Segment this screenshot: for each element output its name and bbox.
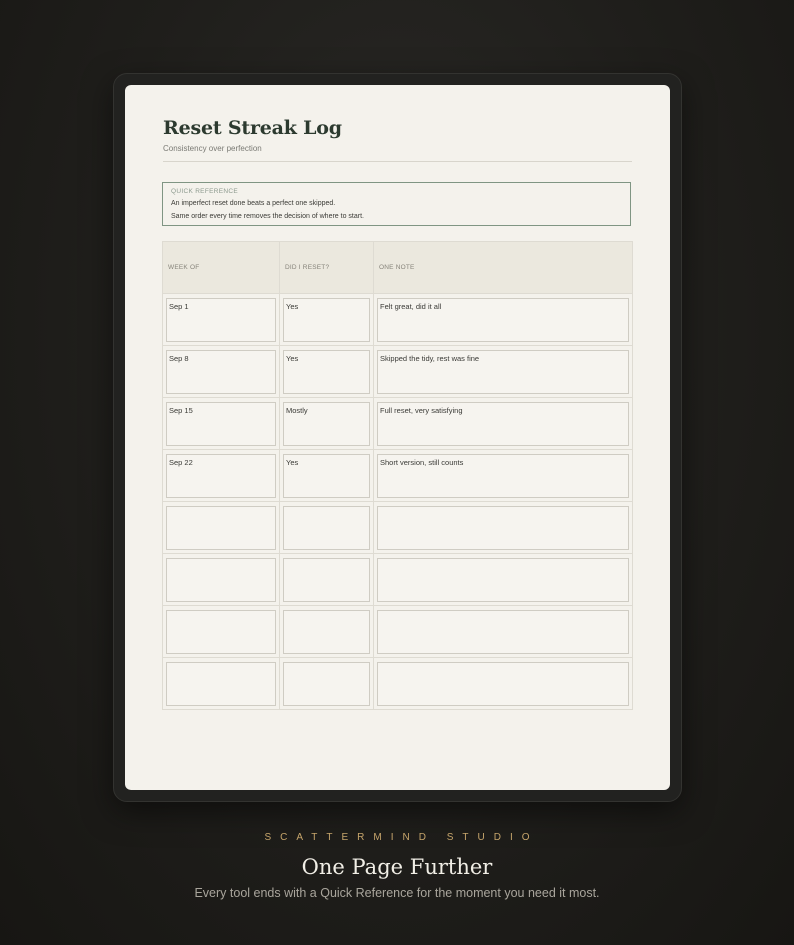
quick-reference-heading: QUICK REFERENCE bbox=[171, 188, 238, 195]
table-cell bbox=[163, 502, 280, 554]
week-of-field[interactable] bbox=[166, 506, 276, 550]
table-cell bbox=[374, 554, 633, 606]
quick-reference-line: Same order every time removes the decision of where to start. bbox=[171, 213, 364, 220]
table-cell bbox=[163, 658, 280, 710]
did-i-reset-field[interactable] bbox=[283, 350, 370, 394]
one-note-field[interactable] bbox=[377, 610, 629, 654]
table-cell bbox=[374, 346, 633, 398]
week-of-field[interactable] bbox=[166, 558, 276, 602]
tablet-frame bbox=[113, 73, 682, 802]
table-cell bbox=[163, 346, 280, 398]
did-i-reset-field[interactable] bbox=[283, 506, 370, 550]
table-cell bbox=[280, 450, 374, 502]
week-of-field[interactable] bbox=[166, 350, 276, 394]
table-cell bbox=[374, 606, 633, 658]
cell-text: Mostly bbox=[286, 405, 308, 415]
table-cell bbox=[280, 346, 374, 398]
cell-text: Felt great, did it all bbox=[380, 301, 442, 311]
page-title: Reset Streak Log bbox=[163, 117, 342, 139]
header-divider bbox=[163, 161, 632, 162]
table-cell bbox=[374, 450, 633, 502]
table-row bbox=[163, 658, 633, 710]
cell-text: Sep 1 bbox=[169, 301, 189, 311]
quick-reference-box bbox=[162, 182, 631, 226]
table-cell bbox=[374, 658, 633, 710]
table-cell bbox=[163, 294, 280, 346]
week-of-field[interactable] bbox=[166, 662, 276, 706]
week-of-field[interactable] bbox=[166, 454, 276, 498]
cell-text: Full reset, very satisfying bbox=[380, 405, 463, 415]
did-i-reset-field[interactable] bbox=[283, 298, 370, 342]
page-subtitle: Consistency over perfection bbox=[163, 144, 262, 153]
quick-reference-line: An imperfect reset done beats a perfect one skipped. bbox=[171, 200, 336, 207]
table-cell bbox=[374, 294, 633, 346]
one-note-field[interactable] bbox=[377, 298, 629, 342]
streak-log-table bbox=[162, 241, 633, 710]
document-page bbox=[125, 85, 670, 790]
column-header-one-note: ONE NOTE bbox=[374, 242, 633, 294]
one-note-field[interactable] bbox=[377, 402, 629, 446]
table-cell bbox=[280, 606, 374, 658]
table-row bbox=[163, 606, 633, 658]
table-cell bbox=[163, 606, 280, 658]
table-cell bbox=[163, 450, 280, 502]
week-of-field[interactable] bbox=[166, 402, 276, 446]
table-header-row bbox=[163, 242, 633, 294]
table-cell bbox=[280, 398, 374, 450]
cell-text: Sep 15 bbox=[169, 405, 193, 415]
table-cell bbox=[280, 658, 374, 710]
table-row bbox=[163, 294, 633, 346]
column-header-week-of: WEEK OF bbox=[163, 242, 280, 294]
table-row bbox=[163, 502, 633, 554]
cell-text: Yes bbox=[286, 457, 299, 467]
table-body bbox=[163, 294, 633, 710]
table-cell bbox=[163, 398, 280, 450]
table-cell bbox=[280, 554, 374, 606]
did-i-reset-field[interactable] bbox=[283, 610, 370, 654]
one-note-field[interactable] bbox=[377, 662, 629, 706]
did-i-reset-field[interactable] bbox=[283, 558, 370, 602]
table-cell bbox=[280, 502, 374, 554]
table-row bbox=[163, 398, 633, 450]
cell-text: Skipped the tidy, rest was fine bbox=[380, 353, 480, 363]
week-of-field[interactable] bbox=[166, 610, 276, 654]
table-row bbox=[163, 346, 633, 398]
cell-text: Yes bbox=[286, 301, 299, 311]
one-note-field[interactable] bbox=[377, 506, 629, 550]
week-of-field[interactable] bbox=[166, 298, 276, 342]
tagline: One Page Further bbox=[301, 855, 493, 879]
one-note-field[interactable] bbox=[377, 350, 629, 394]
table-cell bbox=[374, 398, 633, 450]
cell-text: Sep 22 bbox=[169, 457, 193, 467]
cell-text: Sep 8 bbox=[169, 353, 189, 363]
table-row bbox=[163, 554, 633, 606]
caption: Every tool ends with a Quick Reference for the moment you need it most. bbox=[194, 886, 600, 900]
cell-text: Short version, still counts bbox=[380, 457, 464, 467]
cell-text: Yes bbox=[286, 353, 299, 363]
did-i-reset-field[interactable] bbox=[283, 402, 370, 446]
studio-brand: SCATTERMIND STUDIO bbox=[264, 832, 539, 843]
table-cell bbox=[280, 294, 374, 346]
did-i-reset-field[interactable] bbox=[283, 662, 370, 706]
did-i-reset-field[interactable] bbox=[283, 454, 370, 498]
table-cell bbox=[163, 554, 280, 606]
one-note-field[interactable] bbox=[377, 454, 629, 498]
column-header-did-i-reset: DID I RESET? bbox=[280, 242, 374, 294]
table-row bbox=[163, 450, 633, 502]
table-cell bbox=[374, 502, 633, 554]
one-note-field[interactable] bbox=[377, 558, 629, 602]
